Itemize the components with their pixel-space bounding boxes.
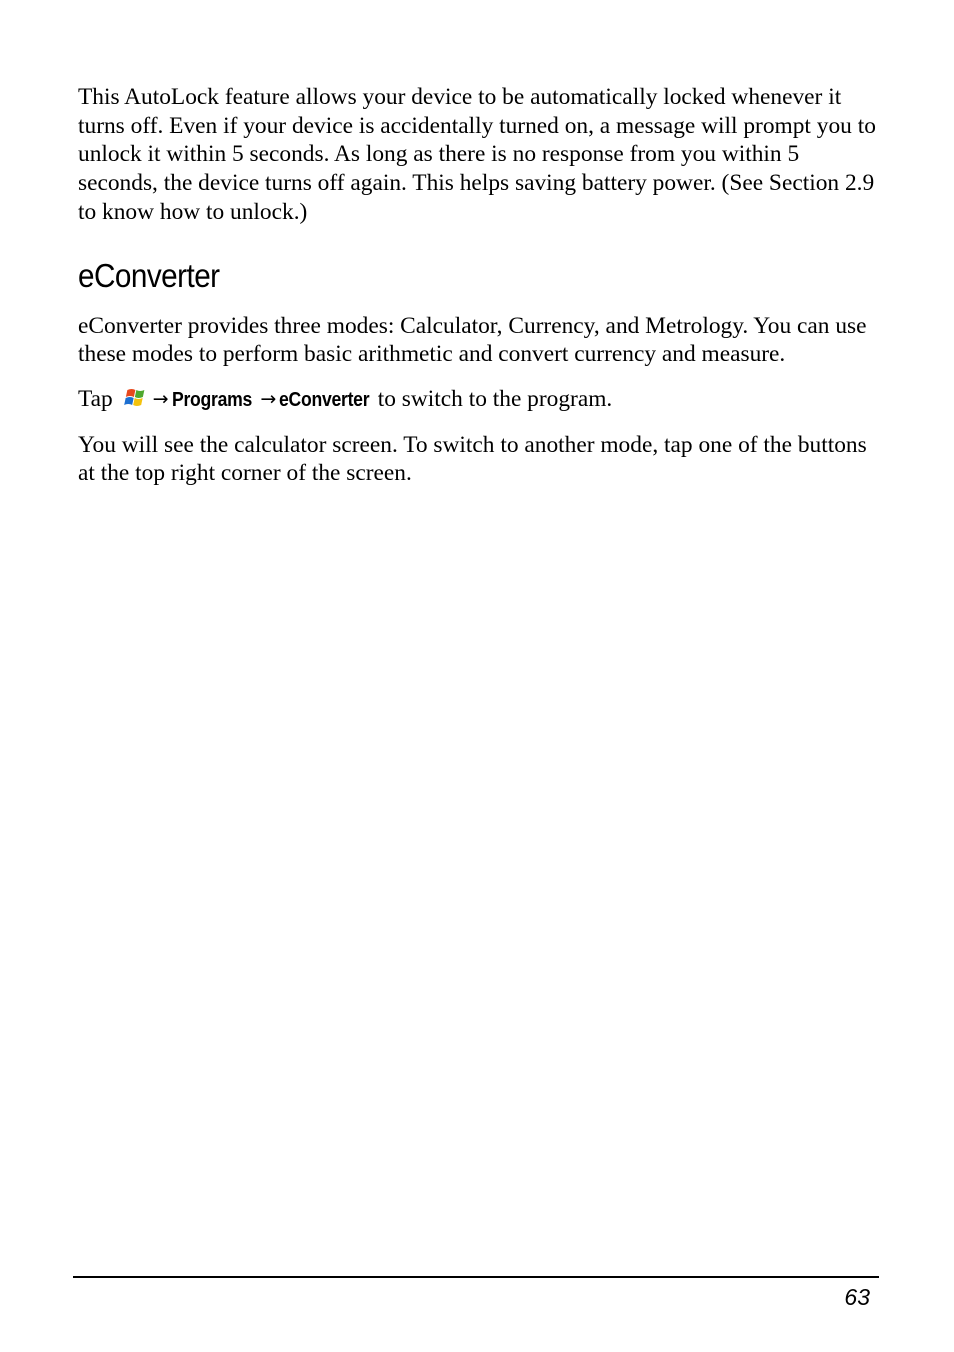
arrow-icon: →: [152, 387, 169, 410]
footer-divider: [73, 1276, 879, 1278]
programs-term: Programs: [171, 388, 252, 411]
page-body: [78, 83, 880, 488]
arrow-icon: →: [260, 387, 277, 410]
econverter-term: eConverter: [279, 388, 370, 411]
autolock-paragraph: This AutoLock feature allows your device to be automatically locked whenever it turns off. Even if your device is accidentally turned on, a message will prompt you to unlock it within 5 seconds. As long as there is no response from you within 5 seconds, the device turns off again. This helps saving battery power. (See Section 2.9 to know how to unlock.): [78, 84, 876, 225]
windows-start-icon: [121, 387, 147, 409]
intro-paragraph: eConverter provides three modes: Calculator, Currency, and Metrology. You can use these modes to perform basic arithmetic and convert currency and measure.: [78, 312, 867, 368]
tap-instruction: [78, 385, 880, 415]
page-number: 63: [844, 1284, 870, 1310]
section-heading: eConverter: [78, 256, 220, 294]
calculator-paragraph: You will see the calculator screen. To switch to another mode, tap one of the buttons at the top right corner of the screen.: [78, 431, 867, 487]
tap-prefix: Tap: [78, 385, 113, 412]
tap-suffix: to switch to the program.: [377, 385, 613, 412]
